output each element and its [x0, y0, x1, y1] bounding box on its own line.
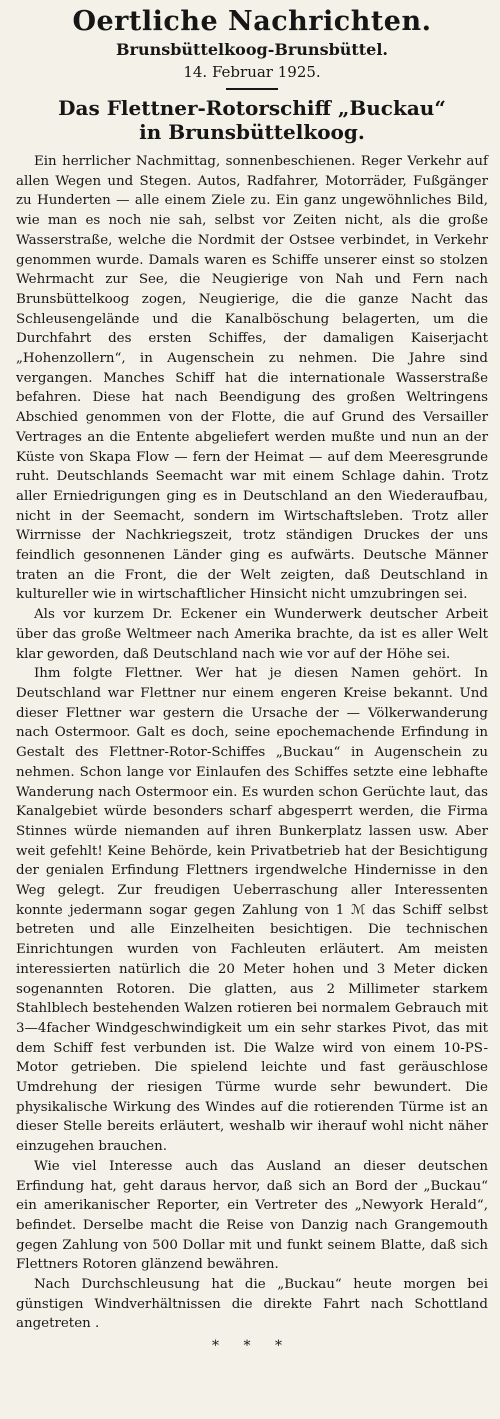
headline-line-2: in Brunsbüttelkoog.	[139, 120, 365, 144]
divider-rule	[226, 88, 278, 90]
article-body	[16, 152, 488, 1334]
section-masthead: Oertliche Nachrichten.	[72, 6, 432, 37]
article-paragraph-1: Ein herrlicher Nachmittag, sonnenbeschienen. Reger Verkehr auf allen Wegen und Stegen. Autos, Radfahrer, Motorräder, Fußgänger zu Hunderten — alle einem Ziele zu. Ein ganz ungewöhnliches Bild, wie man es noch nie sah, selbst vor Zeiten nicht, als die große Wasserstraße, welche die Nordmit der Ostsee verbindet, in Verkehr genommen wurde. Damals waren es Schiffe unserer einst so stolzen Wehrmacht zur See, die Neugierige von Nah und Fern nach Brunsbüttelkoog zogen, Neugierige, die die ganze Nacht das Schleusengelände und die Kanalböschung belagerten, um die Durchfahrt des ersten Schiffes, der damaligen Kaiserjacht „Hohenzollern“, in Augenschein zu nehmen. Die Jahre sind vergangen. Manches Schiff hat die internationale Wasserstraße befahren. Diese hat nach Beendigung des großen Weltringens Abschied genommen von der Flotte, die auf Grund des Versailler Vertrages an die Entente abgeliefert werden mußte und nun an der Küste von Skapa Flow — fern der Heimat — auf dem Meeresgrunde ruht. Deutschlands Seemacht war mit einem Schlage dahin. Trotz aller Erniedrigungen ging es in Deutschland an den Wiederaufbau, nicht in der Seemacht, sondern im Wirtschaftsleben. Trotz aller Wirrnisse der Nachkriegszeit, trotz ständigen Druckes der uns feindlich gesonnenen Länder ging es aufwärts. Deutsche Männer traten an die Front, die der Welt zeigten, daß Deutschland in kultureller wie in wirtschaftlicher Hinsicht nicht umzubringen sei.	[16, 154, 488, 603]
article-paragraph-4: Wie viel Interesse auch das Ausland an dieser deutschen Erfindung hat, geht daraus hervor, daß sich an Bord der „Buckau“ ein amerikanischer Reporter, ein Vertreter des „Newyork Herald“, befindet. Derselbe macht die Reise von Danzig nach Grangemouth gegen Zahlung von 500 Dollar mit und funkt seinem Blatte, daß sich Flettners Rotoren glänzend bewähren.	[16, 1158, 488, 1273]
closing-asterisks: * * *	[212, 1338, 292, 1355]
article-paragraph-2: Als vor kurzem Dr. Eckener ein Wunderwerk deutscher Arbeit über das große Weltmeer nach Amerika brachte, da ist es aller Welt klar geworden, daß Deutschland nach wie vor auf der Höhe sei.	[16, 607, 488, 662]
dateline: 14. Februar 1925.	[183, 63, 321, 81]
article-paragraph-3: Ihm folgte Flettner. Wer hat je diesen Namen gehört. In Deutschland war Flettner nur einem engeren Kreise bekannt. Und dieser Flettner war gestern die Ursache der — Völkerwanderung nach Ostermoor. Galt es doch, seine epochemachende Erfindung in Gestalt des Flettner-Rotor-Schiffes „Buckau“ in Augenschein zu nehmen. Schon lange vor Einlaufen des Schiffes setzte eine lebhafte Wanderung nach Ostermoor ein. Es wurden schon Gerüchte laut, das Kanalgebiet würde besonders scharf abgesperrt werden, die Firma Stinnes würde niemanden auf ihren Bunkerplatz lassen usw. Aber weit gefehlt! Keine Behörde, kein Privatbetrieb hat der Besichtigung der genialen Erfindung Flettners irgendwelche Hindernisse in den Weg gelegt. Zur freudigen Ueberraschung aller Interessenten konnte jedermann sogar gegen Zahlung von 1 ℳ das Schiff selbst betreten und alle Einzelheiten besichtigen. Die technischen Einrichtungen wurden von Fachleuten erläutert. Am meisten interessierten natürlich die 20 Meter hohen und 3 Meter dicken sogenannten Rotoren. Die glatten, aus 2 Millimeter starkem Stahlblech bestehenden Walzen rotieren bei normalem Gebrauch mit 3—4facher Windgeschwindigkeit um ein sehr starkes Pivot, das mit dem Schiff fest verbunden ist. Die Walze wird von einem 10-PS-Motor getrieben. Die spielend leichte und fast geräuschlose Umdrehung der riesigen Türme wurde sehr bewundert. Die physikalische Wirkung des Windes auf die rotierenden Türme ist an dieser Stelle bereits erläutert, weshalb wir iherauf wohl nicht näher einzugehen brauchen.	[16, 666, 488, 1155]
headline-line-1: Das Flettner-Rotorschiff „Buckau“	[58, 96, 446, 120]
place-heading: Brunsbüttelkoog-Brunsbüttel.	[116, 40, 388, 59]
article-paragraph-5: Nach Durchschleusung hat die „Buckau“ heute morgen bei günstigen Windverhältnissen die direkte Fahrt nach Schottland angetreten .	[16, 1277, 488, 1332]
article-headline	[16, 96, 488, 144]
